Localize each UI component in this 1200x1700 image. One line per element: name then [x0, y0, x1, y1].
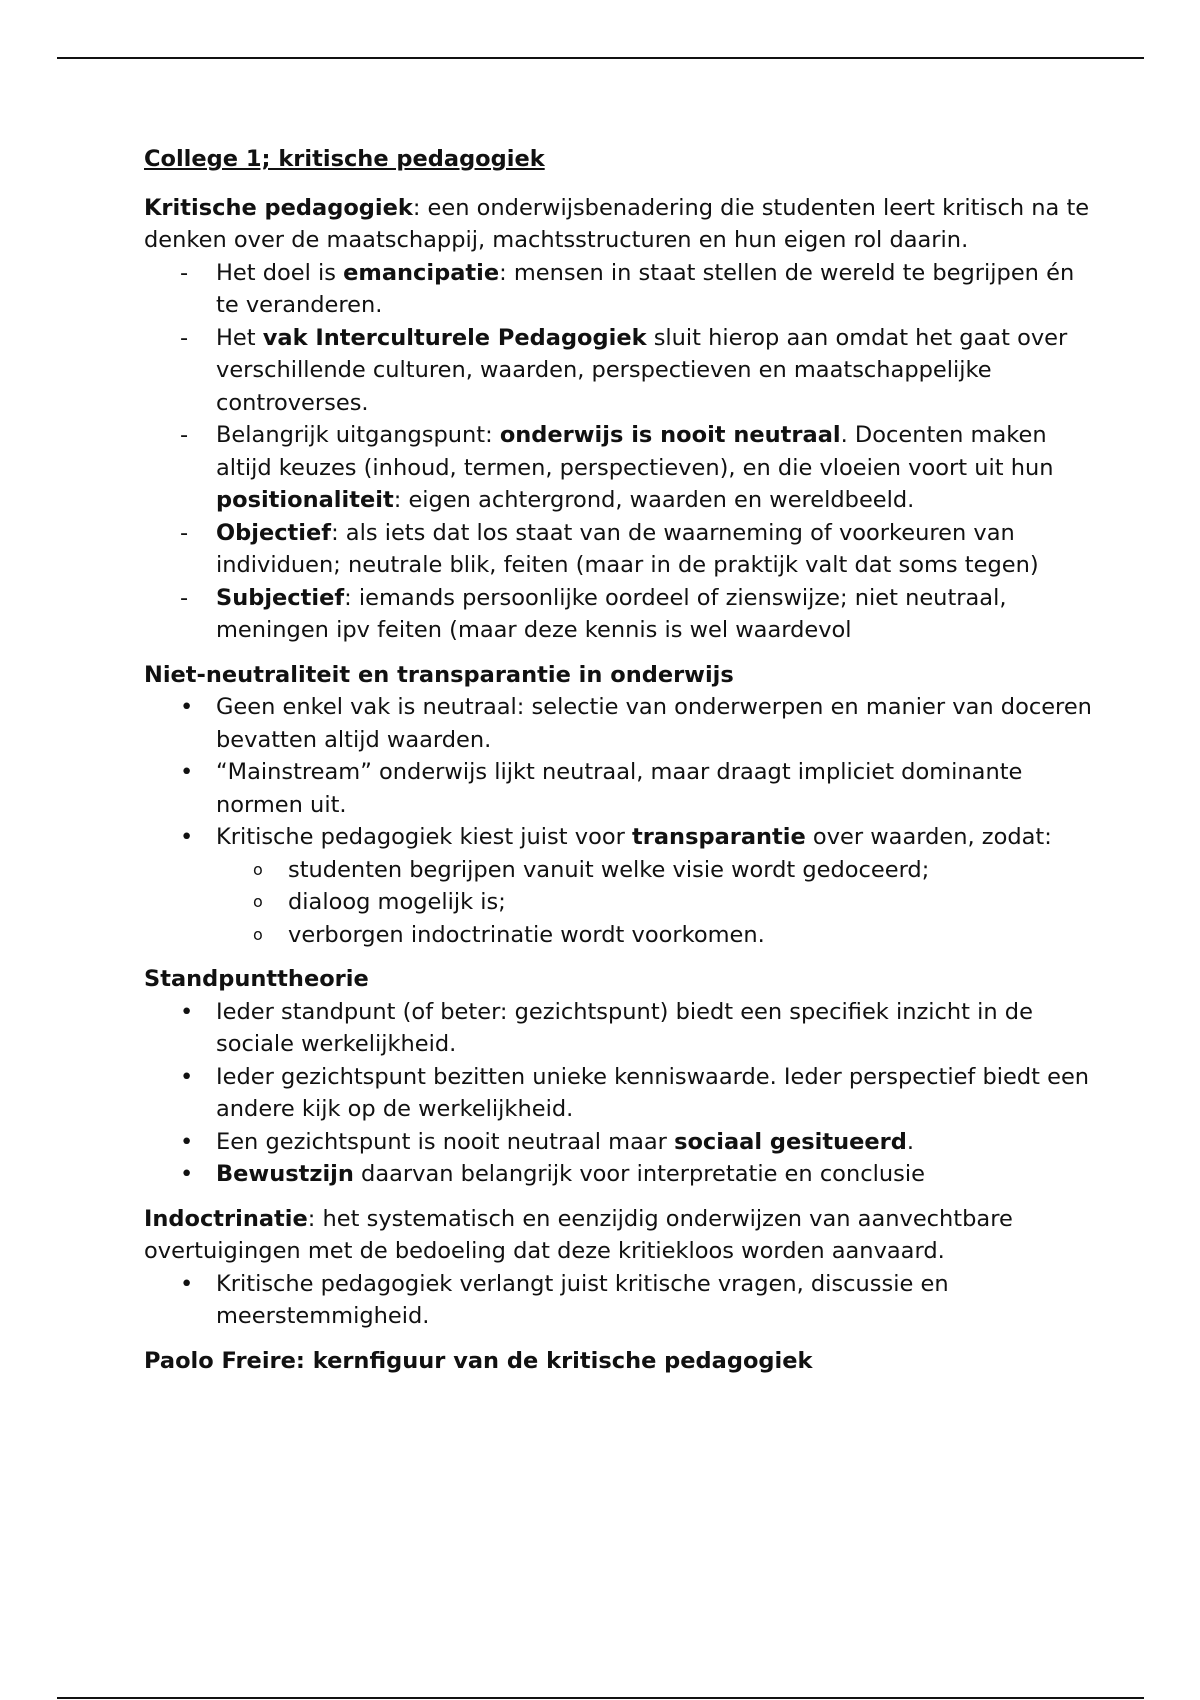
- bullet-marker: •: [180, 998, 194, 1025]
- circle-marker: o: [253, 859, 263, 879]
- dash-marker: -: [180, 584, 189, 611]
- list-item: • Ieder standpunt (of beter: gezichtspunt) biedt een specifiek inzicht in de sociale werkelijkheid.: [144, 996, 1094, 1061]
- dash-marker: -: [180, 422, 189, 448]
- list-item: - Subjectief: iemands persoonlijke oordeel of zienswijze; niet neutraal, meningen ipv feiten (maar deze kennis is wel waardevol: [144, 582, 1094, 647]
- bullet-marker: •: [180, 1063, 194, 1090]
- section-heading-paolo-freire: Paolo Freire: kernfiguur van de kritische pedagogiek: [144, 1347, 813, 1374]
- circle-marker: o: [253, 892, 263, 911]
- definition-indoctrinatie: Indoctrinatie: het systematisch en eenzijdig onderwijzen van aanvechtbare overtuigingen met de bedoeling dat deze kritiekloos worden aanvaard.: [144, 1205, 1013, 1264]
- bullet-marker: •: [180, 759, 194, 785]
- list-item: • Ieder gezichtspunt bezitten unieke kenniswaarde. Ieder perspectief biedt een andere kijk op de werkelijkheid.: [144, 1061, 1094, 1126]
- definition-kritische-pedagogiek: Kritische pedagogiek: een onderwijsbenadering die studenten leert kritisch na te denken over de maatschappij, machtsstructuren en hun eigen rol daarin.: [144, 194, 1090, 253]
- section2-bullet-list: [144, 691, 1094, 951]
- dash-marker: -: [180, 259, 189, 286]
- list-item: - Objectief: als iets dat los staat van de waarneming of voorkeuren van individuen; neutrale blik, feiten (maar in de praktijk valt dat soms tegen): [144, 517, 1094, 582]
- section-heading-niet-neutraliteit: Niet-neutraliteit en transparantie in onderwijs: [144, 661, 734, 688]
- bottom-rule: [57, 1697, 1144, 1699]
- dash-marker: -: [180, 519, 189, 546]
- section3-bullet-list: [144, 996, 1094, 1191]
- list-item: - Het doel is emancipatie: mensen in staat stellen de wereld te begrijpen én te veranderen.: [144, 257, 1094, 322]
- list-item: • Bewustzijn daarvan belangrijk voor interpretatie en conclusie: [144, 1158, 1094, 1191]
- list-item: • “Mainstream” onderwijs lijkt neutraal, maar draagt impliciet dominante normen uit.: [144, 756, 1094, 821]
- section-heading-standpunttheorie: Standpunttheorie: [144, 966, 369, 992]
- bullet-marker: •: [180, 1161, 194, 1187]
- list-item: - Het vak Interculturele Pedagogiek sluit hierop aan omdat het gaat over verschillende culturen, waarden, perspectieven en maatschappelijke controverses.: [144, 322, 1094, 420]
- sub-list-item: o dialoog mogelijk is;: [144, 886, 1094, 919]
- document-title: College 1; kritische pedagogiek: [144, 146, 545, 172]
- dash-marker: -: [180, 324, 189, 351]
- bullet-marker: •: [180, 694, 194, 720]
- section4-bullet-list: [144, 1268, 1094, 1333]
- bullet-marker: •: [180, 1128, 194, 1155]
- section1-dash-list: [144, 257, 1094, 647]
- list-item: - Belangrijk uitgangspunt: onderwijs is nooit neutraal. Docenten maken altijd keuzes (inhoud, termen, perspectieven), en die vloeien voort uit hun positionaliteit: eigen achtergrond, waarden en wereldbeeld.: [144, 419, 1094, 517]
- sub-list-item: o studenten begrijpen vanuit welke visie wordt gedoceerd;: [144, 854, 1094, 887]
- list-item: • Geen enkel vak is neutraal: selectie van onderwerpen en manier van doceren bevatten altijd waarden.: [144, 691, 1094, 756]
- circle-marker: o: [253, 924, 263, 944]
- list-item: • Kritische pedagogiek kiest juist voor transparantie over waarden, zodat:: [144, 821, 1094, 854]
- bullet-marker: •: [180, 1270, 194, 1297]
- list-item: • Kritische pedagogiek verlangt juist kritische vragen, discussie en meerstemmigheid.: [144, 1268, 1094, 1333]
- top-rule: [57, 57, 1144, 59]
- document-body: [144, 143, 1094, 1377]
- sub-list-item: o verborgen indoctrinatie wordt voorkomen.: [144, 919, 1094, 952]
- list-item: • Een gezichtspunt is nooit neutraal maar sociaal gesitueerd.: [144, 1126, 1094, 1159]
- bullet-marker: •: [180, 824, 194, 850]
